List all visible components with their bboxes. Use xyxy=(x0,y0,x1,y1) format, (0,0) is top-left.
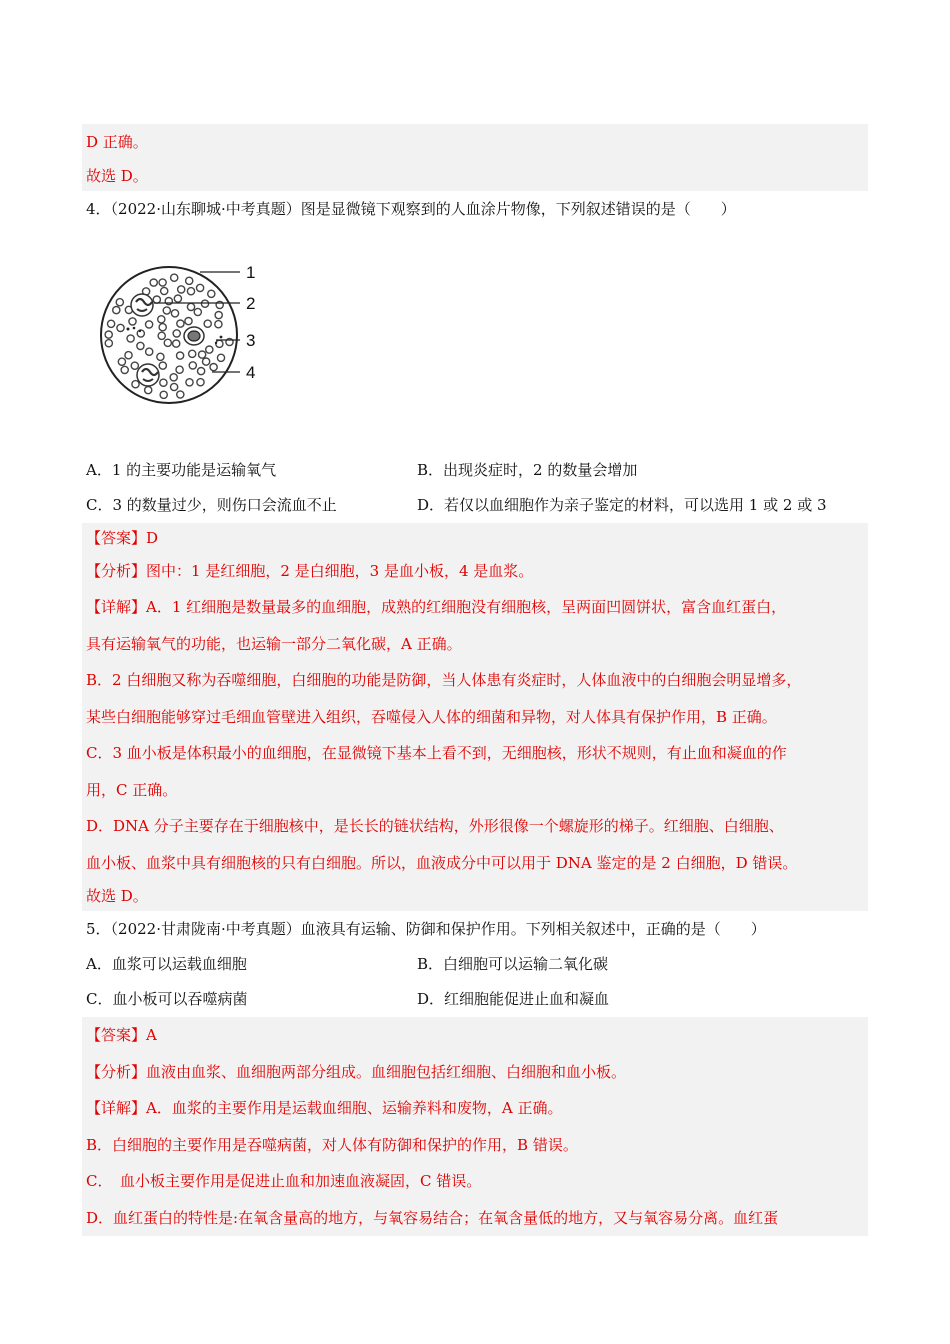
option-b: B．白细胞可以运输二氧化碳 xyxy=(417,955,609,973)
question-4-stem: 4．（2022·山东聊城·中考真题）图是显微镜下观察到的人血涂片物像，下列叙述错误的是（ ） xyxy=(86,199,736,218)
red-blood-cell xyxy=(171,383,178,390)
answer-tag: 【答案】 xyxy=(86,528,147,547)
red-blood-cell xyxy=(197,284,204,291)
option-d: D．若仅以血细胞作为亲子鉴定的材料，可以选用 1 或 2 或 3 xyxy=(417,495,827,514)
red-blood-cell xyxy=(194,308,201,315)
red-blood-cell xyxy=(161,287,168,294)
red-blood-cell xyxy=(176,366,183,373)
figure-label-3: 3 xyxy=(246,330,256,350)
red-blood-cell xyxy=(132,380,139,387)
white-blood-cell xyxy=(137,364,159,386)
red-blood-cell xyxy=(146,348,153,355)
detail-line: 【详解】A．血浆的主要作用是运载血细胞、运输养料和废物，A 正确。 xyxy=(86,1099,563,1117)
answer-value: A xyxy=(146,1026,157,1044)
red-blood-cell xyxy=(116,298,123,305)
red-blood-cell xyxy=(186,277,193,284)
detail-tag: 【详解】 xyxy=(86,1099,147,1117)
red-blood-cell xyxy=(215,311,222,318)
red-blood-cell xyxy=(204,320,211,327)
red-blood-cell xyxy=(198,367,205,374)
red-blood-cell xyxy=(217,354,224,361)
detail-line: 某些白细胞能够穿过毛细血管壁进入组织，吞噬侵入人体的细菌和异物，对人体具有保护作用，B 正确。 xyxy=(86,707,777,726)
red-blood-cell xyxy=(186,378,193,385)
red-blood-cell xyxy=(173,329,180,336)
detail-line: C．3 血小板是体积最小的血细胞，在显微镜下基本上看不到，无细胞核，形状不规则，有止血和凝血的作 xyxy=(86,744,787,762)
blood-smear-diagram xyxy=(100,255,360,415)
red-blood-cell xyxy=(215,320,222,327)
red-blood-cell xyxy=(158,332,165,339)
option-a: A．血浆可以运载血细胞 xyxy=(86,955,247,973)
red-blood-cell xyxy=(137,342,144,349)
figure-label-4: 4 xyxy=(246,362,256,382)
red-blood-cell xyxy=(105,339,112,346)
red-blood-cell xyxy=(118,358,125,365)
red-blood-cell xyxy=(163,306,170,313)
red-blood-cell xyxy=(127,334,134,341)
red-blood-cell xyxy=(203,358,210,365)
answer-tag: 【答案】 xyxy=(86,1026,147,1044)
detail-line: C． 血小板主要作用是促进止血和加速血液凝固，C 错误。 xyxy=(86,1172,482,1190)
answer-line: D 正确。 xyxy=(86,133,148,151)
question-5-stem: 5．（2022·甘肃陇南·中考真题）血液具有运输、防御和保护作用。下列相关叙述中，正确的是（ ） xyxy=(86,920,766,938)
red-blood-cell xyxy=(171,309,178,316)
field-of-view xyxy=(101,267,237,403)
answer-line xyxy=(86,523,864,553)
red-blood-cell xyxy=(177,352,184,359)
red-blood-cell xyxy=(153,296,160,303)
analysis-line: 【分析】血液由血浆、血细胞两部分组成。血细胞包括红细胞、白细胞和血小板。 xyxy=(86,1062,627,1081)
detail-line: 【详解】A．1 红细胞是数量最多的血细胞，成熟的红细胞没有细胞核，呈两面凹圆饼状，富含血红蛋白， xyxy=(86,598,787,616)
red-blood-cell xyxy=(150,279,157,286)
red-blood-cell xyxy=(113,306,120,313)
option-c: C．血小板可以吞噬病菌 xyxy=(86,990,248,1008)
red-blood-cell xyxy=(146,320,153,327)
detail-line: B．白细胞的主要作用是吞噬病菌，对人体有防御和保护的作用，B 错误。 xyxy=(86,1135,578,1154)
red-blood-cell xyxy=(177,320,184,327)
option-c: C．3 的数量过少，则伤口会流血不止 xyxy=(86,495,337,514)
red-blood-cell xyxy=(178,285,185,292)
red-blood-cell xyxy=(131,362,138,369)
red-blood-cell xyxy=(199,351,206,358)
answer-line: 故选 D。 xyxy=(86,166,148,185)
detail-line: D．血红蛋白的特性是:在氧含量高的地方，与氧容易结合；在氧含量低的地方，又与氧容易分离。血红蛋 xyxy=(86,1208,779,1227)
options-row xyxy=(86,453,864,488)
answer-block-q5 xyxy=(82,1017,868,1236)
red-blood-cell xyxy=(117,324,124,331)
option-b: B．出现炎症时，2 的数量会增加 xyxy=(417,460,638,479)
detail-line: 用，C 正确。 xyxy=(86,780,178,799)
red-blood-cell xyxy=(108,320,115,327)
red-blood-cell xyxy=(177,390,184,397)
red-blood-cell xyxy=(105,331,112,338)
red-blood-cell xyxy=(174,295,181,302)
red-blood-cell xyxy=(164,339,171,346)
red-blood-cell xyxy=(201,300,208,307)
figure-label-2: 2 xyxy=(246,293,256,313)
options-row xyxy=(86,982,864,1017)
detail-line: 故选 D。 xyxy=(86,887,148,905)
red-blood-cell xyxy=(197,378,204,385)
detail-line: B．2 白细胞又称为吞噬细胞，白细胞的功能是防御，当人体患有炎症时，人体血液中的白细胞会明显增多， xyxy=(86,671,802,689)
option-a: A．1 的主要功能是运输氧气 xyxy=(86,460,277,479)
red-blood-cell xyxy=(210,363,217,370)
red-blood-cell xyxy=(185,317,192,324)
red-blood-cell xyxy=(171,274,178,281)
red-blood-cell xyxy=(189,350,196,357)
red-blood-cell xyxy=(158,315,165,322)
blood-smear-figure xyxy=(86,227,864,453)
red-blood-cell xyxy=(187,287,194,294)
white-blood-cell xyxy=(131,294,153,316)
red-blood-cell xyxy=(187,303,194,310)
red-blood-cell xyxy=(160,391,167,398)
detail-tag: 【详解】 xyxy=(86,598,147,616)
figure-label-1: 1 xyxy=(246,262,256,282)
red-blood-cell xyxy=(189,361,196,368)
red-blood-cell xyxy=(159,278,166,285)
red-blood-cell xyxy=(159,323,166,330)
detail-line: 血小板、血浆中具有细胞核的只有白细胞。所以，血液成分中可以用于 DNA 鉴定的是 2 白细胞，D 错误。 xyxy=(86,853,798,872)
red-blood-cell xyxy=(157,353,164,360)
red-blood-cell xyxy=(160,379,167,386)
document-page xyxy=(86,124,864,1236)
red-blood-cell xyxy=(145,386,152,393)
analysis-line: 【分析】图中：1 是红细胞，2 是白细胞，3 是血小板，4 是血浆。 xyxy=(86,561,534,580)
red-blood-cell xyxy=(129,317,136,324)
analysis-tag: 【分析】 xyxy=(86,1062,147,1081)
option-d: D．红细胞能促进止血和凝血 xyxy=(417,990,610,1008)
detail-line: 具有运输氧气的功能，也运输一部分二氧化碳，A 正确。 xyxy=(86,634,462,653)
answer-line xyxy=(86,1017,864,1054)
red-blood-cell xyxy=(121,366,128,373)
red-blood-cell xyxy=(208,290,215,297)
red-blood-cell xyxy=(173,340,180,347)
answer-block-q4 xyxy=(82,523,868,912)
analysis-tag: 【分析】 xyxy=(86,561,147,580)
red-blood-cell xyxy=(125,351,132,358)
previous-answer-block xyxy=(82,124,868,191)
answer-value: D xyxy=(146,528,159,547)
detail-line: D．DNA 分子主要存在于细胞核中，是长长的链状结构，外形很像一个螺旋形的梯子。红细胞、白细胞、 xyxy=(86,817,784,835)
red-blood-cell xyxy=(170,373,177,380)
options-row xyxy=(86,488,864,523)
red-blood-cell xyxy=(206,346,213,353)
white-blood-cell-large xyxy=(184,327,204,345)
options-row xyxy=(86,947,864,982)
red-blood-cell xyxy=(159,362,166,369)
